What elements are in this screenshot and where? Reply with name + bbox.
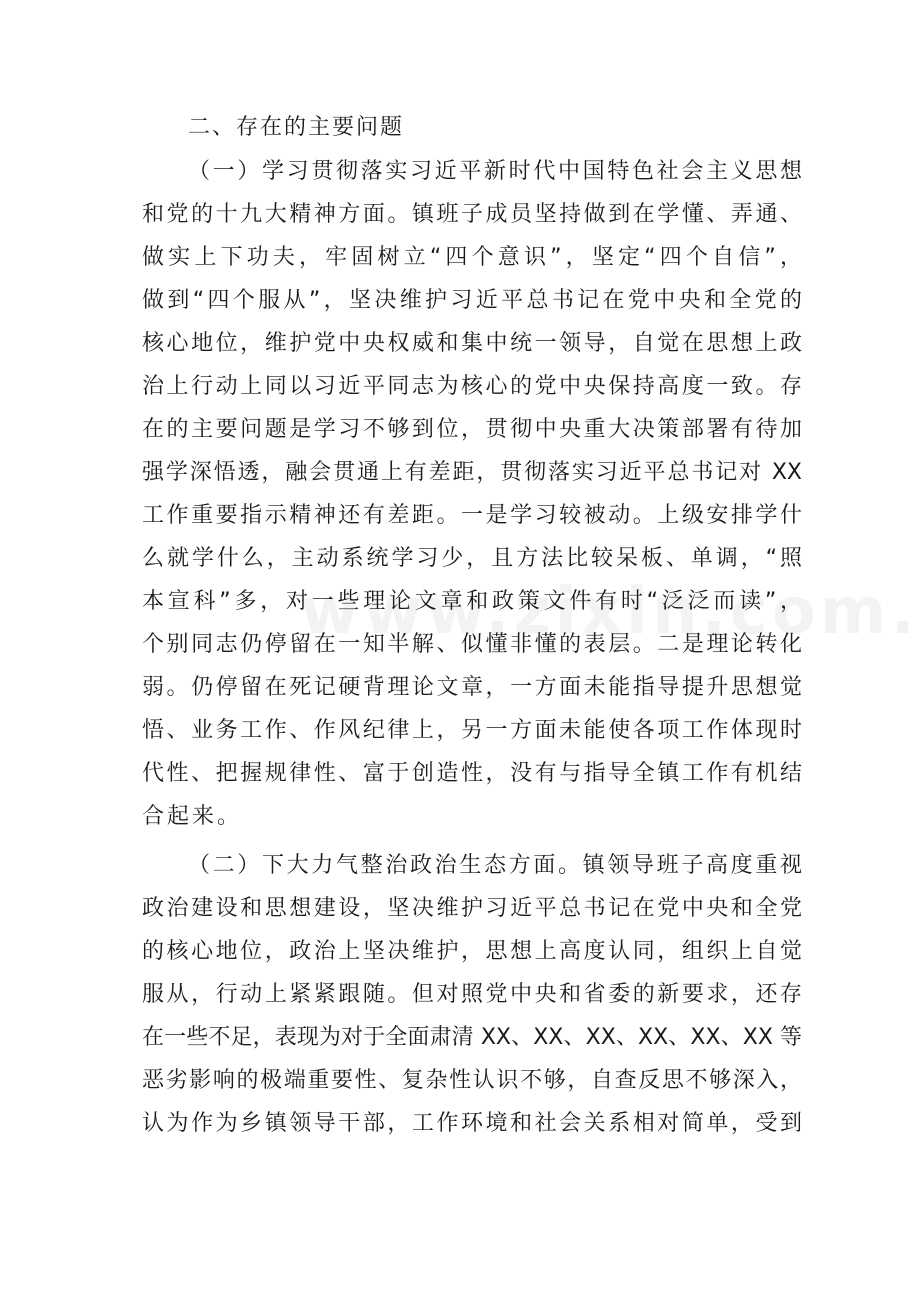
paragraph-line: 治上行动上同以习近平同志为核心的党中央保持高度一致。存 (142, 374, 802, 399)
paragraph-line: 么就学什么，主动系统学习少，且方法比较呆板、单调，“照 (142, 546, 802, 571)
paragraph-line: 个别同志仍停留在一知半解、似懂非懂的表层。二是理论转化 (142, 632, 802, 657)
paragraph-line: 工作重要指示精神还有差距。一是学习较被动。上级安排学什 (142, 503, 802, 528)
paragraph-line: 悟、业务工作、作风纪律上，另一方面未能使各项工作体现时 (142, 718, 802, 743)
paragraph-line: 恶劣影响的极端重要性、复杂性认识不够，自查反思不够深入， (142, 1068, 802, 1093)
paragraph-line: 代性、把握规律性、富于创造性，没有与指导全镇工作有机结 (142, 761, 802, 786)
paragraph-line: 服从，行动上紧紧跟随。但对照党中央和省委的新要求，还存 (142, 982, 802, 1007)
paragraph-line: 本宣科”多，对一些理论文章和政策文件有时“泛泛而读”， (142, 589, 802, 614)
paragraph-line: 在的主要问题是学习不够到位，贯彻中央重大决策部署有待加 (142, 417, 802, 442)
paragraph-line: 政治建设和思想建设，坚决维护习近平总书记在党中央和全党 (142, 896, 802, 921)
paragraph-line: （二）下大力气整治政治生态方面。镇领导班子高度重视 (188, 853, 802, 878)
paragraph-line: 在一些不足，表现为对于全面肃清 XX、XX、XX、XX、XX、XX 等 (142, 1025, 802, 1050)
paragraph-line: 合起来。 (142, 804, 243, 829)
paragraph-line: 认为作为乡镇领导干部，工作环境和社会关系相对简单，受到 (142, 1111, 802, 1136)
paragraph-line: 强学深悟透，融会贯通上有差距，贯彻落实习近平总书记对 XX (142, 460, 802, 485)
paragraph-line: 的核心地位，政治上坚决维护，思想上高度认同，组织上自觉 (142, 939, 802, 964)
paragraph-line: 弱。仍停留在死记硬背理论文章，一方面未能指导提升思想觉 (142, 675, 802, 700)
section-heading: 二、存在的主要问题 (188, 115, 405, 140)
paragraph-line: （一）学习贯彻落实习近平新时代中国特色社会主义思想 (188, 159, 802, 184)
paragraph-line: 核心地位，维护党中央权威和集中统一领导，自觉在思想上政 (142, 331, 802, 356)
paragraph-line: 和党的十九大精神方面。镇班子成员坚持做到在学懂、弄通、 (142, 202, 802, 227)
paragraph-line: 做实上下功夫，牢固树立“四个意识”，坚定“四个自信”， (142, 245, 802, 270)
paragraph-line: 做到“四个服从”，坚决维护习近平总书记在党中央和全党的 (142, 288, 802, 313)
